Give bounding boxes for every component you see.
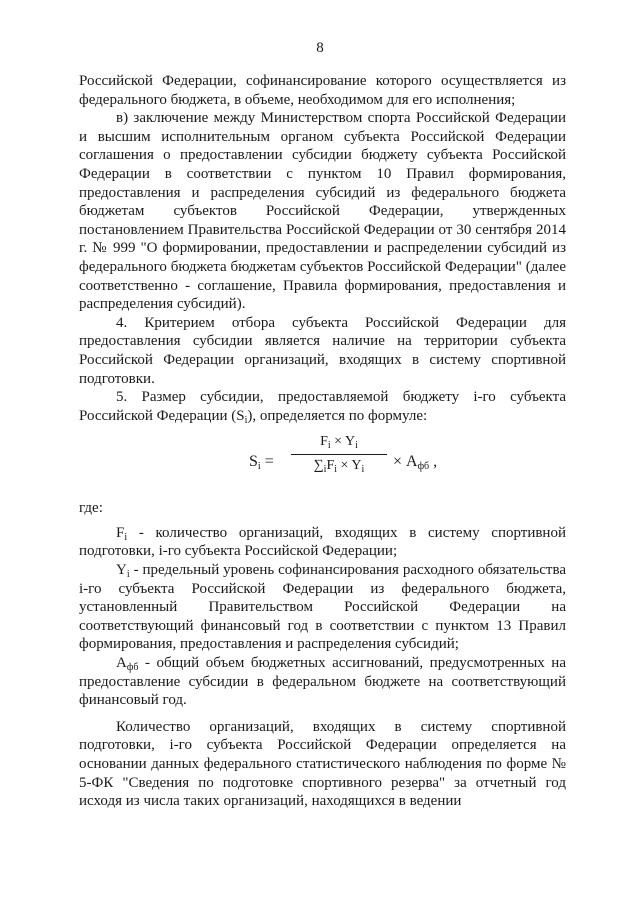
definition-a: $А_{фб}$ - общий объем бюджетных ассигнований, предусмотренных на предоставление субсидии в федеральном бюджете на соответствующий финансовый год. xyxy=(79,655,566,709)
formula-lhs: $S_i$ = xyxy=(249,453,274,473)
formula-fraction xyxy=(291,433,387,475)
definition-y: $Y_i$ - предельный уровень софинансирования расходного обязательства i-го субъекта Российской Федерации из федерального бюджета, установленный Правительством Российской Федерации на соответствующий финансовый год в соответствии с пунктом 13 Правил формирования, предоставления и распределения субсидий; xyxy=(79,562,566,653)
definition-f: $F_i$ - количество организаций, входящих в систему спортивной подготовки, i-го субъекта Российской Федерации; xyxy=(79,524,566,560)
formula xyxy=(79,431,566,491)
paragraph: Количество организаций, входящих в систему спортивной подготовки, i-го субъекта Российской Федерации определяется на основании данных федерального статистического наблюдения по форме № 5-ФК "Сведения по подготовке спортивного резерва" за отчетный год исходя из числа таких организаций, находящихся в ведении xyxy=(79,718,566,810)
paragraph: Российской Федерации, софинансирование которого осуществляется из федерального бюджета, в объеме, необходимом для его исполнения; xyxy=(79,73,566,108)
paragraph: 5. Размер субсидии, предоставляемой бюджету i-го субъекта Российской Федерации $(S_i)$, определяется по формуле: xyxy=(79,389,566,426)
page-number: 8 xyxy=(316,40,324,56)
paragraph: 4. Критерием отбора субъекта Российской Федерации для предоставления субсидии является наличие на территории субъекта Российской Федерации организаций, входящих в систему спортивной подготовки. xyxy=(79,314,566,387)
document-body xyxy=(79,72,566,811)
paragraph: в) заключение между Министерством спорта Российской Федерации и высшим исполнительным органом субъекта Российской Федерации соглашения о предоставлении субсидии бюджету субъекта Российской Федерации в соответствии с пунктом 10 Правил формирования, предоставления и распределения субсидий из федерального бюджета бюджетам субъектов Российской Федерации, утвержденных постановлением Правительства Российской Федерации от 30 сентября 2014 г. № 999 "О формировании, предоставлении и распределении субсидий из федерального бюджета бюджетам субъектов Российской Федерации" (далее соответственно - соглашение, Правила формирования, предоставления и распределения субсидий). xyxy=(79,110,566,313)
formula-numerator: $F_i \times Y_i$ xyxy=(291,433,387,455)
where-label: где: xyxy=(79,500,103,517)
formula-denominator: $\sum_iF_i \times Y_i$ xyxy=(313,457,365,475)
formula-rhs: × $А_{фб}$ , xyxy=(393,453,438,473)
